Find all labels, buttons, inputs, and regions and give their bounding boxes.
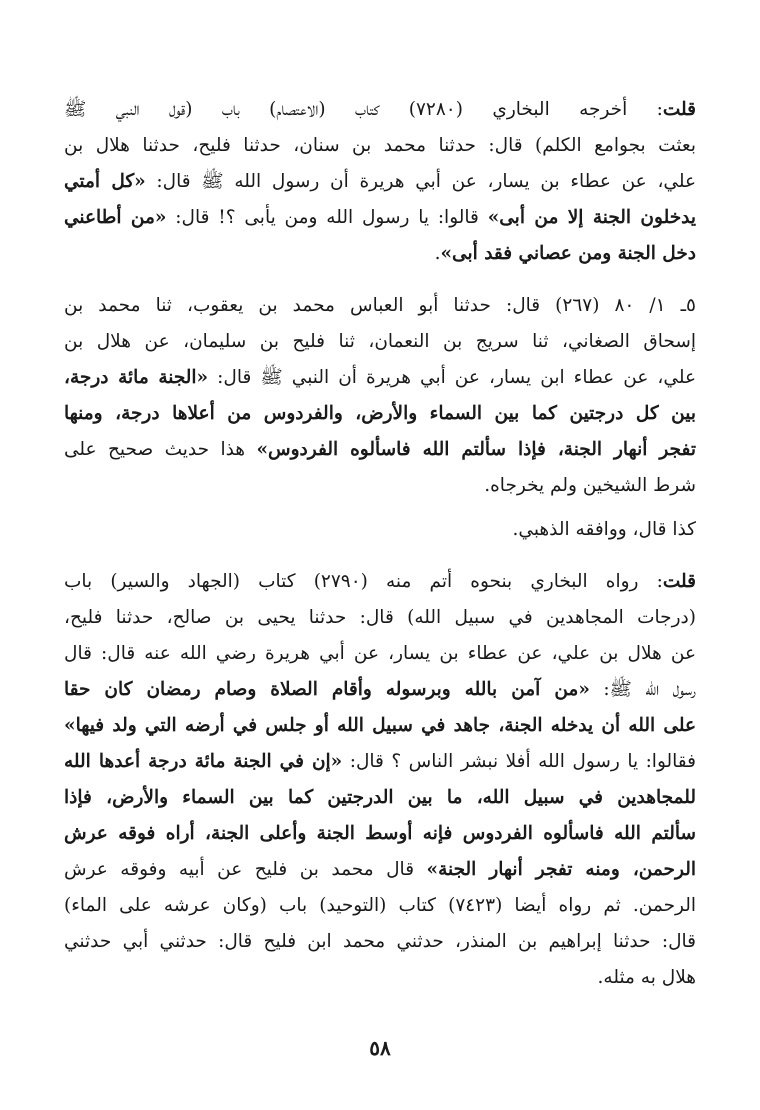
bold-text: يدخلون الجنة إلا من أبى»	[487, 207, 696, 228]
text-segment: علي، عن عطاء بن يسار، عن أبي هريرة أن رسول الله ﷺ قال:	[145, 171, 696, 192]
bold-text: «من آمن بالله وبرسوله وأقام الصلاة وصام رمضان كان حقا	[64, 679, 590, 700]
text-line	[64, 744, 696, 780]
text-segment: كذا قال، ووافقه الذهبي.	[512, 519, 696, 540]
text-line	[64, 432, 696, 468]
bold-text: «من أطاعني	[64, 207, 167, 228]
bold-text: «كل أمتي	[64, 171, 146, 192]
text-line	[64, 128, 696, 164]
bold-text: الرحمن، ومنه تفجر أنهار الجنة»	[426, 859, 696, 880]
text-segment: (درجات المجاهدين في سبيل الله) قال: حدثنا يحيى بن صالح، حدثنا فليح،	[64, 607, 696, 628]
text-line	[64, 236, 696, 272]
text-line	[64, 288, 696, 324]
bold-text: دخل الجنة ومن عصاني فقد أبى»	[440, 243, 696, 264]
text-line	[64, 360, 696, 396]
text-line	[64, 888, 696, 924]
text-line	[64, 396, 696, 432]
text-segment: .	[434, 243, 441, 264]
text-segment: إسحاق الصغاني، ثنا سريج بن النعمان، ثنا فليح بن سليمان، عن هلال بن	[64, 331, 696, 352]
text-line	[64, 564, 696, 600]
bold-text: قلت	[662, 99, 696, 120]
text-segment: قال محمد بن فليح عن أبيه وفوقه عرش	[64, 859, 427, 880]
text-segment: علي، عن عطاء ابن يسار، عن أبي هريرة أن النبي ﷺ قال:	[208, 367, 696, 388]
text-segment: قال: حدثنا إبراهيم بن المنذر، حدثني محمد ابن فليح قال: حدثني أبي حدثني	[64, 931, 696, 952]
bold-text: «إن في الجنة مائة درجة أعدها الله	[64, 751, 343, 772]
bold-text: للمجاهدين في سبيل الله، ما بين الدرجتين كما بين السماء والأرض، فإذا	[64, 787, 696, 808]
text-line	[64, 468, 696, 504]
paragraph-gap	[64, 548, 696, 564]
text-line	[64, 816, 696, 852]
text-segment: عن هلال بن علي، عن عطاء بن يسار، عن أبي هريرة رضي الله عنه قال: قال	[64, 643, 696, 664]
paragraph	[64, 288, 696, 504]
text-line	[64, 164, 696, 200]
paragraph-gap	[64, 504, 696, 512]
text-line	[64, 672, 696, 708]
text-segment: : أخرجه البخاري (٧٢٨٠) كتاب (الاعتصام) باب (قول النبي ﷺ	[64, 99, 663, 120]
text-line	[64, 324, 696, 360]
text-segment: قالوا: يا رسول الله ومن يأبى ؟! قال:	[166, 207, 488, 228]
paragraph	[64, 512, 696, 548]
text-line	[64, 600, 696, 636]
paragraph	[64, 92, 696, 272]
page-number: ٥٨	[369, 1036, 391, 1060]
bold-text: قلت	[662, 571, 696, 592]
text-segment: فقالوا: يا رسول الله أفلا نبشر الناس ؟ قال:	[342, 751, 696, 772]
text-line	[64, 924, 696, 960]
text-line	[64, 780, 696, 816]
text-segment: رسول الله ﷺ:	[589, 679, 696, 700]
text-segment: : رواه البخاري بنحوه أتم منه (٢٧٩٠) كتاب (الجهاد والسير) باب	[64, 571, 663, 592]
page-body	[64, 92, 696, 996]
bold-text: على الله أن يدخله الجنة، جاهد في سبيل الله أو جلس في أرضه التي ولد فيها»	[64, 715, 696, 736]
text-line	[64, 512, 696, 548]
text-line	[64, 852, 696, 888]
bold-text: تفجر أنهار الجنة، فإذا سألتم الله فاسألوه الفردوس»	[256, 439, 696, 460]
text-segment: هذا حديث صحيح على	[64, 439, 257, 460]
text-segment: هلال به مثله.	[597, 967, 696, 988]
text-segment: ٥ـ ١/ ٨٠ (٢٦٧) قال: حدثنا أبو العباس محمد بن يعقوب، ثنا محمد بن	[64, 295, 696, 316]
text-segment: الرحمن. ثم رواه أيضا (٧٤٢٣) كتاب (التوحيد) باب (وكان عرشه على الماء)	[64, 895, 696, 916]
text-line	[64, 92, 696, 128]
paragraph	[64, 564, 696, 996]
text-line	[64, 200, 696, 236]
bold-text: سألتم الله فاسألوه الفردوس فإنه أوسط الجنة وأعلى الجنة، أراه فوقه عرش	[64, 823, 696, 844]
text-line	[64, 960, 696, 996]
bold-text: بين كل درجتين كما بين السماء والأرض، والفردوس من أعلاها درجة، ومنها	[64, 403, 696, 424]
paragraph-gap	[64, 272, 696, 288]
text-line	[64, 708, 696, 744]
text-line	[64, 636, 696, 672]
bold-text: «الجنة مائة درجة،	[64, 367, 209, 388]
text-segment: بعثت بجوامع الكلم) قال: حدثنا محمد بن سنان، حدثنا فليح، حدثنا هلال بن	[64, 135, 696, 156]
text-segment: شرط الشيخين ولم يخرجاه.	[484, 475, 696, 496]
